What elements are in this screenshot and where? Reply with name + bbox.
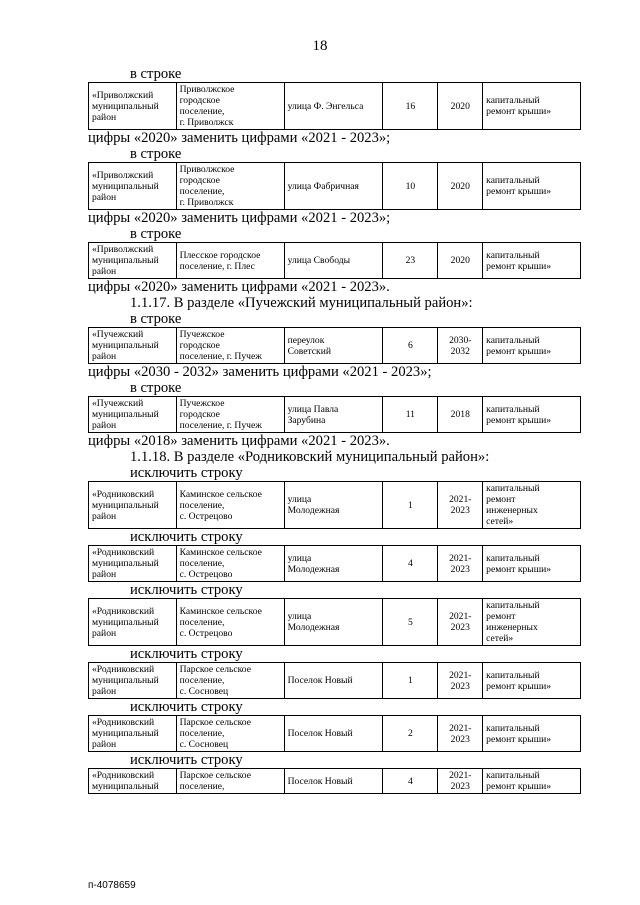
cell-text: 2021- 2023 [449, 552, 472, 575]
work-type-cell [483, 83, 581, 130]
cell-text: капитальный ремонт крыши» [486, 249, 552, 272]
year-cell [438, 546, 483, 582]
work-type-cell [483, 716, 581, 752]
settlement-cell [176, 769, 284, 794]
district-cell [89, 243, 177, 279]
cell-text: «Родниковский муниципальный район [92, 664, 159, 697]
record-table [88, 481, 581, 529]
cell-text: Пучежское городское поселение, г. Пучеж [179, 398, 262, 431]
district-cell [89, 546, 177, 582]
cell-text: улица Молодежная [287, 494, 340, 516]
record-table [88, 715, 581, 752]
settlement-cell [176, 482, 284, 529]
cell-text: 2020 [450, 100, 470, 112]
cell-text: «Приволжский муниципальный район [92, 169, 159, 203]
street-cell [284, 769, 383, 794]
cell-text: Поселок Новый [287, 728, 353, 739]
instruction-line: в строке [130, 146, 182, 162]
year-cell [438, 328, 483, 364]
settlement-cell [176, 599, 284, 646]
district-cell [89, 663, 177, 699]
page-number: 18 [312, 38, 328, 54]
cell-text: Поселок Новый [287, 775, 353, 787]
record-table [88, 82, 581, 130]
cell-text: улица Фабричная [287, 180, 359, 192]
cell-text: Каминское сельское поселение, с. Острецово [179, 488, 262, 522]
table-row [89, 716, 581, 752]
cell-text: «Родниковский муниципальный район [92, 547, 159, 580]
cell-text: «Пучежский муниципальный район [92, 398, 159, 431]
cell-text: капитальный ремонт крыши» [486, 722, 552, 745]
district-cell [89, 599, 177, 646]
cell-text: «Приволжский муниципальный район [92, 89, 159, 123]
cell-text: Приволжское городское поселение, г. Приволжск [179, 84, 235, 128]
table-row [89, 663, 581, 699]
cell-text: 2021- 2023 [449, 611, 472, 633]
cell-text: 16 [405, 100, 416, 112]
house-number-cell [383, 83, 438, 130]
cell-text: улица Молодежная [287, 552, 340, 575]
district-cell [89, 163, 177, 210]
work-type-cell [483, 663, 581, 699]
replacement-line: цифры «2020» заменить цифрами «2021 - 2023»; [88, 130, 391, 146]
cell-text: улица Ф. Энгельса [287, 100, 364, 112]
work-type-cell [483, 546, 581, 582]
street-cell [284, 663, 383, 699]
settlement-cell [176, 243, 284, 279]
cell-text: 2020 [450, 180, 470, 192]
cell-text: капитальный ремонт крыши» [486, 175, 552, 197]
cell-text: 2 [407, 728, 413, 739]
cell-text: капитальный ремонт инженерных сетей» [486, 600, 540, 644]
cell-text: 2021- 2023 [449, 669, 472, 692]
year-cell [438, 397, 483, 433]
year-cell [438, 599, 483, 646]
year-cell [438, 163, 483, 210]
cell-text: капитальный ремонт крыши» [486, 552, 552, 575]
instruction-line: в строке [130, 226, 182, 242]
cell-text: 2030- 2032 [449, 334, 472, 357]
cell-text: 5 [407, 616, 413, 628]
district-cell [89, 769, 177, 794]
record-table [88, 162, 581, 210]
cell-text: 11 [405, 409, 415, 420]
work-type-cell [483, 769, 581, 794]
record-table [88, 242, 581, 279]
table-row [89, 163, 581, 210]
street-cell [284, 716, 383, 752]
cell-text: Плесское городское поселение, г. Плес [179, 249, 261, 272]
year-cell [438, 663, 483, 699]
instruction-line: исключить строку [130, 699, 243, 715]
street-cell [284, 163, 383, 210]
cell-text: капитальный ремонт крыши» [486, 403, 552, 426]
cell-text: 1 [407, 675, 413, 686]
cell-text: «Приволжский муниципальный район [92, 244, 159, 277]
cell-text: 2018 [450, 409, 470, 420]
district-cell [89, 716, 177, 752]
instruction-line: в строке [130, 380, 182, 396]
table-row [89, 769, 581, 794]
replacement-line: цифры «2020» заменить цифрами «2021 - 2023». [88, 279, 390, 295]
settlement-cell [176, 83, 284, 130]
cell-text: Поселок Новый [287, 675, 353, 686]
replacement-line: цифры «2030 - 2032» заменить цифрами «2021 - 2023»; [88, 364, 432, 380]
cell-text: капитальный ремонт инженерных сетей» [486, 483, 540, 527]
settlement-cell [176, 163, 284, 210]
cell-text: 2020 [450, 255, 470, 266]
cell-text: капитальный ремонт крыши» [486, 770, 552, 792]
district-cell [89, 83, 177, 130]
house-number-cell [383, 243, 438, 279]
district-cell [89, 328, 177, 364]
table-row [89, 397, 581, 433]
cell-text: Каминское сельское поселение, с. Острецово [179, 605, 262, 639]
work-type-cell [483, 328, 581, 364]
settlement-cell [176, 546, 284, 582]
cell-text: Пучежское городское поселение, г. Пучеж [179, 329, 262, 362]
cell-text: 2021- 2023 [449, 494, 472, 516]
house-number-cell [383, 769, 438, 794]
settlement-cell [176, 663, 284, 699]
record-table [88, 662, 581, 699]
settlement-cell [176, 716, 284, 752]
street-cell [284, 599, 383, 646]
instruction-line: 1.1.18. В разделе «Родниковский муниципальный район»: [130, 449, 490, 465]
instruction-line: исключить строку [130, 582, 243, 598]
instruction-line: в строке [130, 66, 182, 82]
house-number-cell [383, 716, 438, 752]
year-cell [438, 83, 483, 130]
table-row [89, 599, 581, 646]
instruction-line: исключить строку [130, 752, 243, 768]
street-cell [284, 328, 383, 364]
cell-text: «Пучежский муниципальный район [92, 329, 159, 362]
cell-text: «Родниковский муниципальный [92, 770, 159, 792]
cell-text: капитальный ремонт крыши» [486, 95, 552, 117]
cell-text: «Родниковский муниципальный район [92, 605, 159, 639]
year-cell [438, 243, 483, 279]
document-body [88, 66, 581, 794]
street-cell [284, 397, 383, 433]
replacement-line: цифры «2018» заменить цифрами «2021 - 2023». [88, 433, 390, 449]
cell-text: 1 [407, 499, 413, 511]
replacement-line: цифры «2020» заменить цифрами «2021 - 2023»; [88, 210, 391, 226]
street-cell [284, 482, 383, 529]
cell-text: Парское сельское поселение, [179, 770, 251, 792]
instruction-line: исключить строку [130, 465, 243, 481]
house-number-cell [383, 599, 438, 646]
house-number-cell [383, 328, 438, 364]
table-row [89, 243, 581, 279]
district-cell [89, 482, 177, 529]
cell-text: улица Свободы [287, 255, 351, 266]
record-table [88, 396, 581, 433]
table-row [89, 328, 581, 364]
instruction-line: исключить строку [130, 646, 243, 662]
year-cell [438, 716, 483, 752]
instruction-line: исключить строку [130, 529, 243, 545]
table-row [89, 482, 581, 529]
year-cell [438, 482, 483, 529]
cell-text: 4 [407, 558, 413, 569]
house-number-cell [383, 397, 438, 433]
settlement-cell [176, 397, 284, 433]
street-cell [284, 546, 383, 582]
cell-text: «Родниковский муниципальный район [92, 717, 159, 750]
house-number-cell [383, 482, 438, 529]
cell-text: Приволжское городское поселение, г. Приволжск [179, 164, 235, 208]
cell-text: 23 [405, 255, 416, 266]
record-table [88, 598, 581, 646]
cell-text: улица Молодежная [287, 611, 340, 633]
cell-text: «Родниковский муниципальный район [92, 488, 159, 522]
settlement-cell [176, 328, 284, 364]
record-table [88, 768, 581, 794]
footer-code: п-4078659 [88, 880, 136, 891]
cell-text: улица Павла Зарубина [287, 403, 339, 426]
year-cell [438, 769, 483, 794]
street-cell [284, 243, 383, 279]
cell-text: 2021- 2023 [449, 722, 472, 745]
work-type-cell [483, 397, 581, 433]
district-cell [89, 397, 177, 433]
house-number-cell [383, 163, 438, 210]
cell-text: 10 [405, 180, 416, 192]
work-type-cell [483, 599, 581, 646]
table-row [89, 83, 581, 130]
record-table [88, 545, 581, 582]
cell-text: 4 [407, 775, 413, 787]
cell-text: переулок Советский [287, 334, 331, 357]
cell-text: 2021- 2023 [449, 770, 472, 792]
work-type-cell [483, 482, 581, 529]
work-type-cell [483, 163, 581, 210]
instruction-line: в строке [130, 311, 182, 327]
house-number-cell [383, 663, 438, 699]
work-type-cell [483, 243, 581, 279]
cell-text: Парское сельское поселение, с. Сосновец [179, 717, 251, 750]
record-table [88, 327, 581, 364]
cell-text: капитальный ремонт крыши» [486, 334, 552, 357]
cell-text: Парское сельское поселение, с. Сосновец [179, 664, 251, 697]
street-cell [284, 83, 383, 130]
cell-text: Каминское сельское поселение, с. Острецово [179, 547, 262, 580]
instruction-line: 1.1.17. В разделе «Пучежский муниципальный район»: [130, 295, 473, 311]
cell-text: 6 [407, 340, 413, 351]
table-row [89, 546, 581, 582]
cell-text: капитальный ремонт крыши» [486, 669, 552, 692]
house-number-cell [383, 546, 438, 582]
